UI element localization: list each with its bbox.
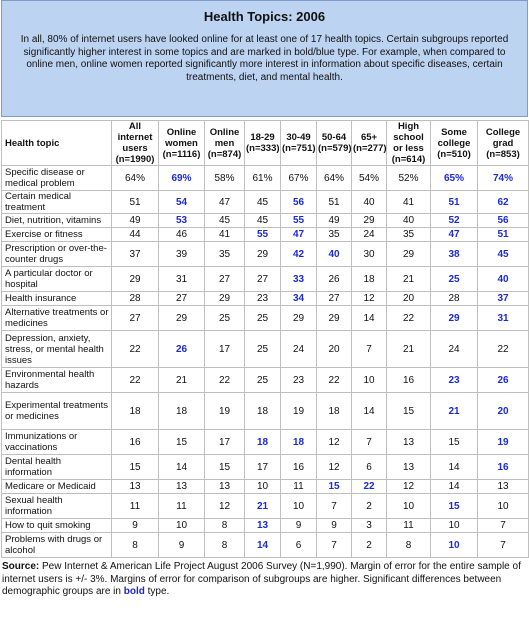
table-row bbox=[2, 455, 529, 480]
table-cell: 11 bbox=[159, 494, 205, 519]
table-cell: 2 bbox=[352, 533, 387, 558]
table-cell: 7 bbox=[317, 533, 352, 558]
table-cell: 7 bbox=[478, 533, 529, 558]
table-cell: 14 bbox=[352, 393, 387, 430]
table-cell-significant: 15 bbox=[431, 494, 478, 519]
table-row bbox=[2, 228, 529, 242]
table-cell: 25 bbox=[245, 331, 281, 368]
table-cell-significant: 74% bbox=[478, 166, 529, 191]
table-row bbox=[2, 331, 529, 368]
table-cell: 24 bbox=[431, 331, 478, 368]
table-cell-significant: 31 bbox=[478, 306, 529, 331]
column-header: College grad (n=853) bbox=[478, 121, 529, 166]
table-cell: 29 bbox=[317, 306, 352, 331]
source-note bbox=[1, 561, 528, 599]
table-cell: 6 bbox=[352, 455, 387, 480]
table-cell-significant: 56 bbox=[478, 214, 529, 228]
table-cell: 27 bbox=[112, 306, 159, 331]
table-cell: 29 bbox=[245, 242, 281, 267]
table-cell: 11 bbox=[112, 494, 159, 519]
source-bold-word: bold bbox=[123, 586, 145, 597]
column-header: 65+ (n=277) bbox=[352, 121, 387, 166]
health-topics-table bbox=[1, 120, 529, 558]
table-cell: 30 bbox=[352, 242, 387, 267]
table-cell: 17 bbox=[245, 455, 281, 480]
table-cell: 9 bbox=[317, 519, 352, 533]
table-cell: 8 bbox=[112, 533, 159, 558]
table-cell: 13 bbox=[387, 455, 431, 480]
table-row bbox=[2, 494, 529, 519]
table-cell: 10 bbox=[281, 494, 317, 519]
table-cell: 22 bbox=[112, 368, 159, 393]
table-cell: 24 bbox=[281, 331, 317, 368]
table-cell: 41 bbox=[387, 191, 431, 214]
table-cell: 27 bbox=[317, 292, 352, 306]
table-cell: 35 bbox=[317, 228, 352, 242]
table-cell: 18 bbox=[352, 267, 387, 292]
table-row bbox=[2, 430, 529, 455]
table-cell: 64% bbox=[317, 166, 352, 191]
table-cell: 25 bbox=[245, 306, 281, 331]
table-cell: 10 bbox=[159, 519, 205, 533]
table-cell-significant: 51 bbox=[431, 191, 478, 214]
table-cell: 25 bbox=[205, 306, 245, 331]
table-cell: 49 bbox=[317, 214, 352, 228]
table-cell-significant: 22 bbox=[352, 480, 387, 494]
table-cell: 35 bbox=[205, 242, 245, 267]
row-topic-label: Health insurance bbox=[2, 292, 112, 306]
row-topic-label: Alternative treatments or medicines bbox=[2, 306, 112, 331]
table-cell: 52% bbox=[387, 166, 431, 191]
table-cell: 35 bbox=[387, 228, 431, 242]
table-cell: 27 bbox=[205, 267, 245, 292]
table-row bbox=[2, 393, 529, 430]
table-cell: 9 bbox=[159, 533, 205, 558]
table-cell: 41 bbox=[205, 228, 245, 242]
table-cell: 29 bbox=[159, 306, 205, 331]
table-cell: 16 bbox=[112, 430, 159, 455]
table-cell: 51 bbox=[317, 191, 352, 214]
table-cell-significant: 19 bbox=[478, 430, 529, 455]
table-cell: 12 bbox=[317, 455, 352, 480]
table-cell: 61% bbox=[245, 166, 281, 191]
table-cell: 29 bbox=[352, 214, 387, 228]
table-row bbox=[2, 533, 529, 558]
table-cell-significant: 40 bbox=[317, 242, 352, 267]
table-row bbox=[2, 519, 529, 533]
table-cell: 6 bbox=[281, 533, 317, 558]
table-cell-significant: 25 bbox=[431, 267, 478, 292]
health-topics-figure bbox=[1, 0, 528, 599]
table-row bbox=[2, 166, 529, 191]
table-cell-significant: 18 bbox=[245, 430, 281, 455]
table-cell: 40 bbox=[387, 214, 431, 228]
table-body bbox=[2, 166, 529, 558]
table-cell: 12 bbox=[387, 480, 431, 494]
table-cell: 11 bbox=[387, 519, 431, 533]
table-cell-significant: 56 bbox=[281, 191, 317, 214]
row-topic-label: Environmental health hazards bbox=[2, 368, 112, 393]
table-cell: 10 bbox=[387, 494, 431, 519]
table-row bbox=[2, 480, 529, 494]
table-cell-significant: 29 bbox=[431, 306, 478, 331]
table-cell: 13 bbox=[387, 430, 431, 455]
table-cell: 21 bbox=[387, 331, 431, 368]
table-cell: 18 bbox=[112, 393, 159, 430]
column-header: 50-64 (n=579) bbox=[317, 121, 352, 166]
table-cell: 14 bbox=[352, 306, 387, 331]
table-cell: 2 bbox=[352, 494, 387, 519]
table-cell: 45 bbox=[245, 214, 281, 228]
table-cell: 12 bbox=[352, 292, 387, 306]
table-cell: 15 bbox=[431, 430, 478, 455]
table-cell: 16 bbox=[281, 455, 317, 480]
table-row bbox=[2, 292, 529, 306]
table-cell: 15 bbox=[387, 393, 431, 430]
table-cell: 10 bbox=[352, 368, 387, 393]
table-cell-significant: 62 bbox=[478, 191, 529, 214]
table-cell: 23 bbox=[245, 292, 281, 306]
table-cell: 11 bbox=[281, 480, 317, 494]
table-cell: 17 bbox=[205, 331, 245, 368]
table-cell: 28 bbox=[112, 292, 159, 306]
table-cell-significant: 33 bbox=[281, 267, 317, 292]
table-cell: 46 bbox=[159, 228, 205, 242]
table-cell-significant: 10 bbox=[431, 533, 478, 558]
table-cell: 10 bbox=[478, 494, 529, 519]
column-header: 30-49 (n=751) bbox=[281, 121, 317, 166]
table-cell: 25 bbox=[245, 368, 281, 393]
intro-text: In all, 80% of internet users have looked online for at least one of 17 health topics. Certain subgroups reported significantly higher interest in some topics and are marked in bold/blue type. For example, when compared to online men, online women reported significantly more interest in information about specific diseases, certain treatments, diet, and mental health. bbox=[20, 34, 509, 83]
table-cell-significant: 21 bbox=[431, 393, 478, 430]
table-cell: 27 bbox=[245, 267, 281, 292]
table-cell-significant: 18 bbox=[281, 430, 317, 455]
row-topic-label: Medicare or Medicaid bbox=[2, 480, 112, 494]
table-cell-significant: 16 bbox=[478, 455, 529, 480]
table-cell-significant: 55 bbox=[245, 228, 281, 242]
table-cell-significant: 65% bbox=[431, 166, 478, 191]
column-header: Online women (n=1116) bbox=[159, 121, 205, 166]
table-cell-significant: 13 bbox=[245, 519, 281, 533]
table-cell-significant: 45 bbox=[478, 242, 529, 267]
table-cell: 39 bbox=[159, 242, 205, 267]
row-topic-label: Sexual health information bbox=[2, 494, 112, 519]
table-row bbox=[2, 242, 529, 267]
table-cell-significant: 52 bbox=[431, 214, 478, 228]
table-cell: 18 bbox=[159, 393, 205, 430]
table-cell: 29 bbox=[281, 306, 317, 331]
table-cell: 8 bbox=[387, 533, 431, 558]
table-cell-significant: 37 bbox=[478, 292, 529, 306]
header-panel bbox=[1, 0, 528, 117]
table-cell: 51 bbox=[112, 191, 159, 214]
table-cell: 19 bbox=[205, 393, 245, 430]
table-cell: 8 bbox=[205, 519, 245, 533]
table-cell: 19 bbox=[281, 393, 317, 430]
column-header: Some college (n=510) bbox=[431, 121, 478, 166]
table-row bbox=[2, 214, 529, 228]
table-cell: 12 bbox=[205, 494, 245, 519]
row-topic-label: Dental health information bbox=[2, 455, 112, 480]
table-cell-significant: 40 bbox=[478, 267, 529, 292]
table-cell: 14 bbox=[431, 455, 478, 480]
table-cell-significant: 53 bbox=[159, 214, 205, 228]
table-cell: 22 bbox=[478, 331, 529, 368]
table-cell: 22 bbox=[205, 368, 245, 393]
table-row bbox=[2, 306, 529, 331]
table-cell-significant: 47 bbox=[281, 228, 317, 242]
table-cell: 22 bbox=[387, 306, 431, 331]
row-topic-label: Diet, nutrition, vitamins bbox=[2, 214, 112, 228]
table-cell: 18 bbox=[245, 393, 281, 430]
table-cell-significant: 42 bbox=[281, 242, 317, 267]
table-cell: 26 bbox=[317, 267, 352, 292]
row-topic-label: Certain medical treatment bbox=[2, 191, 112, 214]
table-cell: 7 bbox=[317, 494, 352, 519]
table-cell: 29 bbox=[112, 267, 159, 292]
table-cell: 40 bbox=[352, 191, 387, 214]
page-title: Health Topics: 2006 bbox=[203, 9, 326, 24]
table-cell: 14 bbox=[431, 480, 478, 494]
table-cell: 47 bbox=[205, 191, 245, 214]
table-cell: 17 bbox=[205, 430, 245, 455]
table-cell: 24 bbox=[352, 228, 387, 242]
table-cell-significant: 55 bbox=[281, 214, 317, 228]
table-cell: 15 bbox=[205, 455, 245, 480]
row-topic-label: Problems with drugs or alcohol bbox=[2, 533, 112, 558]
table-cell: 28 bbox=[431, 292, 478, 306]
row-topic-label: Depression, anxiety, stress, or mental health issues bbox=[2, 331, 112, 368]
table-cell: 45 bbox=[205, 214, 245, 228]
table-cell: 3 bbox=[352, 519, 387, 533]
table-cell: 22 bbox=[112, 331, 159, 368]
table-cell: 29 bbox=[205, 292, 245, 306]
table-cell: 13 bbox=[205, 480, 245, 494]
table-cell: 37 bbox=[112, 242, 159, 267]
table-cell: 64% bbox=[112, 166, 159, 191]
table-row bbox=[2, 191, 529, 214]
table-cell: 15 bbox=[159, 430, 205, 455]
table-cell-significant: 54 bbox=[159, 191, 205, 214]
row-topic-label: Prescription or over-the-counter drugs bbox=[2, 242, 112, 267]
table-cell-significant: 38 bbox=[431, 242, 478, 267]
table-cell: 54% bbox=[352, 166, 387, 191]
table-cell-significant: 34 bbox=[281, 292, 317, 306]
table-cell-significant: 47 bbox=[431, 228, 478, 242]
source-text-end: type. bbox=[144, 586, 170, 597]
table-cell: 27 bbox=[159, 292, 205, 306]
table-cell: 10 bbox=[245, 480, 281, 494]
table-cell: 12 bbox=[317, 430, 352, 455]
column-header-topic: Health topic bbox=[2, 121, 112, 166]
table-cell: 9 bbox=[112, 519, 159, 533]
source-text: Pew Internet & American Life Project August 2006 Survey (N=1,990). Margin of error for the entire sample of internet users is +/- 3%. Margins of error for comparison of subgroups are higher. Significant differences between demographic groups are in bbox=[2, 561, 521, 597]
table-cell: 29 bbox=[387, 242, 431, 267]
column-header: 18-29 (n=333) bbox=[245, 121, 281, 166]
table-cell: 8 bbox=[205, 533, 245, 558]
table-cell-significant: 15 bbox=[317, 480, 352, 494]
table-cell: 9 bbox=[281, 519, 317, 533]
table-cell-significant: 26 bbox=[478, 368, 529, 393]
table-cell: 21 bbox=[159, 368, 205, 393]
column-header: Online men (n=874) bbox=[205, 121, 245, 166]
table-cell: 13 bbox=[478, 480, 529, 494]
table-header-row bbox=[2, 121, 529, 166]
table-cell: 13 bbox=[159, 480, 205, 494]
table-cell-significant: 69% bbox=[159, 166, 205, 191]
table-cell: 21 bbox=[387, 267, 431, 292]
table-cell: 13 bbox=[112, 480, 159, 494]
table-cell: 14 bbox=[159, 455, 205, 480]
table-cell: 58% bbox=[205, 166, 245, 191]
table-cell: 7 bbox=[352, 430, 387, 455]
table-cell: 22 bbox=[317, 368, 352, 393]
table-cell-significant: 14 bbox=[245, 533, 281, 558]
table-cell: 18 bbox=[317, 393, 352, 430]
table-cell: 10 bbox=[431, 519, 478, 533]
table-cell: 31 bbox=[159, 267, 205, 292]
table-cell-significant: 51 bbox=[478, 228, 529, 242]
table-cell-significant: 23 bbox=[431, 368, 478, 393]
row-topic-label: How to quit smoking bbox=[2, 519, 112, 533]
table-cell: 49 bbox=[112, 214, 159, 228]
row-topic-label: Immunizations or vaccinations bbox=[2, 430, 112, 455]
table-cell-significant: 21 bbox=[245, 494, 281, 519]
table-cell-significant: 26 bbox=[159, 331, 205, 368]
table-cell: 15 bbox=[112, 455, 159, 480]
row-topic-label: Specific disease or medical problem bbox=[2, 166, 112, 191]
column-header: High school or less (n=614) bbox=[387, 121, 431, 166]
table-cell: 67% bbox=[281, 166, 317, 191]
table-row bbox=[2, 368, 529, 393]
table-cell: 16 bbox=[387, 368, 431, 393]
table-cell: 20 bbox=[317, 331, 352, 368]
table-cell: 20 bbox=[387, 292, 431, 306]
column-header: All internet users (n=1990) bbox=[112, 121, 159, 166]
row-topic-label: Exercise or fitness bbox=[2, 228, 112, 242]
table-cell: 7 bbox=[478, 519, 529, 533]
source-label: Source: bbox=[2, 561, 40, 572]
table-cell: 23 bbox=[281, 368, 317, 393]
table-cell: 45 bbox=[245, 191, 281, 214]
row-topic-label: Experimental treatments or medicines bbox=[2, 393, 112, 430]
table-cell-significant: 20 bbox=[478, 393, 529, 430]
table-cell: 7 bbox=[352, 331, 387, 368]
row-topic-label: A particular doctor or hospital bbox=[2, 267, 112, 292]
table-row bbox=[2, 267, 529, 292]
table-cell: 44 bbox=[112, 228, 159, 242]
